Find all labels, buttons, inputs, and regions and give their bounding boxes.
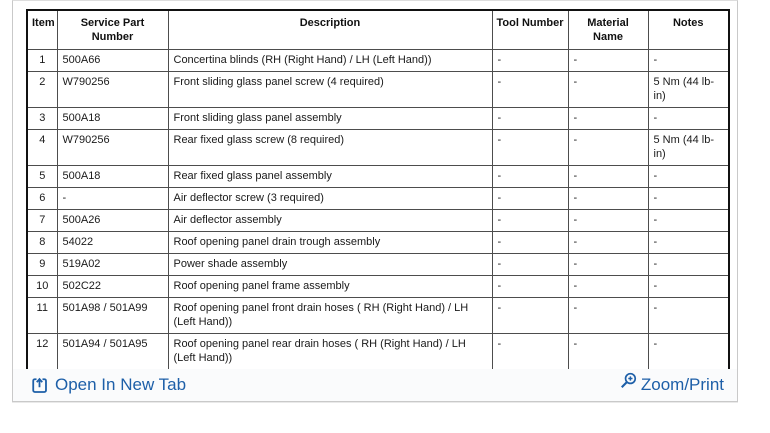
- cell-part-number: -: [57, 188, 168, 210]
- cell-notes: 5 Nm (44 lb-in): [648, 72, 729, 108]
- table-row: [27, 188, 729, 210]
- header-tool-number: Tool Number: [492, 10, 568, 50]
- magnifier-plus-icon: [619, 372, 638, 391]
- cell-part-number: 54022: [57, 232, 168, 254]
- cell-notes: -: [648, 108, 729, 130]
- cell-item: 11: [27, 298, 57, 334]
- table-row: [27, 254, 729, 276]
- cell-description: Roof opening panel frame assembly: [168, 276, 492, 298]
- table-header-row: [27, 10, 729, 50]
- cell-notes: -: [648, 50, 729, 72]
- cell-part-number: W790256: [57, 72, 168, 108]
- cell-notes: -: [648, 298, 729, 334]
- cell-material-name: -: [568, 130, 648, 166]
- cell-description: Rear fixed glass panel assembly: [168, 166, 492, 188]
- cell-tool-number: -: [492, 276, 568, 298]
- cell-tool-number: -: [492, 50, 568, 72]
- table-row: [27, 108, 729, 130]
- cell-tool-number: -: [492, 254, 568, 276]
- cell-material-name: -: [568, 166, 648, 188]
- table-row: [27, 298, 729, 334]
- cell-notes: -: [648, 210, 729, 232]
- table-row: [27, 334, 729, 371]
- cell-tool-number: -: [492, 72, 568, 108]
- parts-table-panel: [12, 0, 738, 402]
- table-row: [27, 232, 729, 254]
- header-material-name: Material Name: [568, 10, 648, 50]
- cell-item: 8: [27, 232, 57, 254]
- cell-material-name: -: [568, 108, 648, 130]
- cell-tool-number: -: [492, 334, 568, 371]
- cell-item: 10: [27, 276, 57, 298]
- cell-description: Air deflector screw (3 required): [168, 188, 492, 210]
- cell-notes: -: [648, 166, 729, 188]
- cell-description: Roof opening panel front drain hoses ( RH (Right Hand) / LH (Left Hand)): [168, 298, 492, 334]
- table-body: [27, 50, 729, 371]
- cell-part-number: 500A66: [57, 50, 168, 72]
- cell-tool-number: -: [492, 130, 568, 166]
- cell-notes: -: [648, 276, 729, 298]
- header-item: Item: [27, 10, 57, 50]
- cell-description: Front sliding glass panel assembly: [168, 108, 492, 130]
- cell-material-name: -: [568, 188, 648, 210]
- cell-material-name: -: [568, 276, 648, 298]
- cell-item: 4: [27, 130, 57, 166]
- cell-notes: -: [648, 254, 729, 276]
- cell-material-name: -: [568, 50, 648, 72]
- header-part-number: Service Part Number: [57, 10, 168, 50]
- cell-material-name: -: [568, 334, 648, 371]
- table-row: [27, 166, 729, 188]
- cell-item: 1: [27, 50, 57, 72]
- header-notes: Notes: [648, 10, 729, 50]
- cell-material-name: -: [568, 254, 648, 276]
- cell-material-name: -: [568, 298, 648, 334]
- cell-material-name: -: [568, 72, 648, 108]
- cell-notes: -: [648, 188, 729, 210]
- cell-description: Air deflector assembly: [168, 210, 492, 232]
- cell-tool-number: -: [492, 188, 568, 210]
- cell-item: 5: [27, 166, 57, 188]
- cell-tool-number: -: [492, 166, 568, 188]
- cell-description: Front sliding glass panel screw (4 required): [168, 72, 492, 108]
- open-in-new-tab-label: Open In New Tab: [55, 375, 187, 394]
- service-parts-table: [26, 9, 730, 371]
- cell-item: 3: [27, 108, 57, 130]
- cell-material-name: -: [568, 210, 648, 232]
- cell-item: 9: [27, 254, 57, 276]
- cell-item: 7: [27, 210, 57, 232]
- table-row: [27, 130, 729, 166]
- cell-description: Roof opening panel rear drain hoses ( RH (Right Hand) / LH (Left Hand)): [168, 334, 492, 371]
- cell-notes: -: [648, 334, 729, 371]
- cell-tool-number: -: [492, 232, 568, 254]
- cell-part-number: 519A02: [57, 254, 168, 276]
- cell-tool-number: -: [492, 298, 568, 334]
- open-in-new-tab-icon: [31, 377, 48, 394]
- cell-item: 2: [27, 72, 57, 108]
- table-container: [13, 1, 737, 371]
- table-row: [27, 72, 729, 108]
- cell-part-number: 500A18: [57, 108, 168, 130]
- cell-description: Rear fixed glass screw (8 required): [168, 130, 492, 166]
- cell-item: 12: [27, 334, 57, 371]
- cell-description: Concertina blinds (RH (Right Hand) / LH (Left Hand)): [168, 50, 492, 72]
- cell-part-number: 501A98 / 501A99: [57, 298, 168, 334]
- cell-description: Power shade assembly: [168, 254, 492, 276]
- cell-tool-number: -: [492, 210, 568, 232]
- zoom-print-link[interactable]: [619, 375, 724, 395]
- cell-tool-number: -: [492, 108, 568, 130]
- cell-part-number: 500A26: [57, 210, 168, 232]
- zoom-print-label: Zoom/Print: [640, 375, 724, 394]
- cell-part-number: 502C22: [57, 276, 168, 298]
- cell-part-number: 501A94 / 501A95: [57, 334, 168, 371]
- cell-item: 6: [27, 188, 57, 210]
- table-row: [27, 276, 729, 298]
- footer-bar: [13, 369, 737, 401]
- cell-description: Roof opening panel drain trough assembly: [168, 232, 492, 254]
- open-in-new-tab-link[interactable]: [31, 375, 186, 395]
- cell-notes: 5 Nm (44 lb-in): [648, 130, 729, 166]
- header-description: Description: [168, 10, 492, 50]
- cell-material-name: -: [568, 232, 648, 254]
- cell-part-number: W790256: [57, 130, 168, 166]
- cell-part-number: 500A18: [57, 166, 168, 188]
- cell-notes: -: [648, 232, 729, 254]
- table-row: [27, 210, 729, 232]
- table-row: [27, 50, 729, 72]
